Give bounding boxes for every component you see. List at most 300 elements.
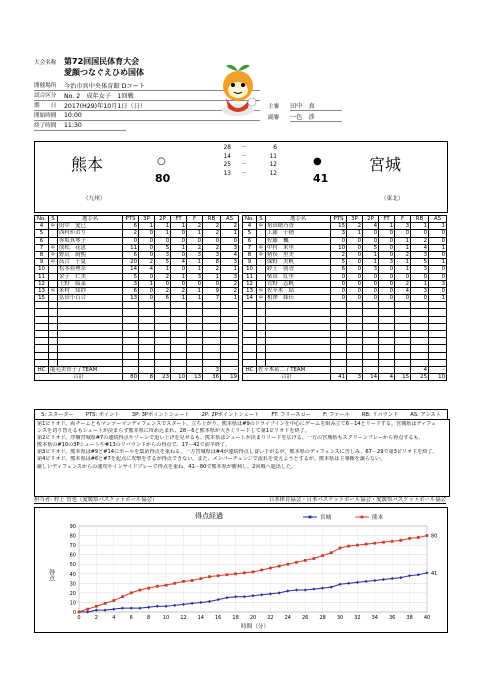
player-row	[243, 266, 447, 273]
player-no-cell: 12	[243, 280, 257, 287]
player-rb-cell: 2	[203, 223, 221, 230]
player-no-cell: 13	[243, 287, 257, 294]
player-pts-cell: 6	[123, 223, 139, 230]
player-f-cell	[187, 359, 203, 366]
x-tick-label: 24	[284, 615, 291, 621]
player-p2-cell	[363, 309, 379, 316]
data-point	[138, 607, 141, 610]
home-win-mark: ○	[157, 156, 166, 167]
coach-empty-cell	[379, 366, 395, 373]
data-point	[147, 606, 150, 609]
player-row	[243, 244, 447, 251]
player-pts-cell: 0	[331, 237, 347, 244]
player-as-cell	[221, 323, 239, 330]
player-rb-cell	[203, 359, 221, 366]
player-row	[35, 273, 239, 280]
player-pts-cell	[331, 359, 347, 366]
quarter-home-score: 25	[223, 162, 231, 169]
player-s-cell: ＊	[258, 223, 264, 230]
player-p2-cell	[155, 302, 171, 309]
player-as-cell: 1	[429, 223, 447, 230]
player-f-cell: 1	[187, 230, 203, 237]
mascot-logo	[212, 58, 264, 118]
player-row	[243, 230, 447, 237]
player-no-cell	[243, 359, 257, 366]
player-no-cell	[243, 323, 257, 330]
player-f-cell: 2	[395, 251, 411, 258]
player-rb-cell	[411, 331, 429, 338]
player-s-cell	[49, 302, 58, 309]
player-no-cell	[243, 345, 257, 352]
player-s-cell	[257, 237, 266, 244]
data-point	[286, 563, 289, 566]
player-p2-cell: 0	[363, 280, 379, 287]
player-s-cell	[49, 352, 58, 359]
player-f-cell: 3	[395, 223, 411, 230]
player-f-cell	[395, 352, 411, 359]
player-ft-cell: 1	[171, 295, 187, 302]
player-f-cell	[395, 331, 411, 338]
total-ft-cell: 10	[171, 374, 187, 381]
player-no-cell: 5	[35, 230, 49, 237]
player-f-cell: 1	[187, 295, 203, 302]
player-p2-cell: 0	[363, 295, 379, 302]
player-pts-cell: 3	[331, 230, 347, 237]
player-as-cell	[221, 345, 239, 352]
quarter-away-score: 12	[269, 162, 277, 169]
player-s-cell	[49, 273, 58, 280]
player-pts-cell: 2	[331, 251, 347, 258]
data-point	[112, 599, 115, 602]
player-ft-cell: 0	[379, 244, 395, 251]
player-name-cell	[266, 338, 331, 345]
y-tick-label: 30	[69, 581, 76, 588]
coach-name: 佐々木祐二 / TEAM	[257, 366, 331, 373]
coach-empty-cell	[395, 366, 411, 373]
player-p3-cell: 1	[139, 223, 155, 230]
data-point	[121, 607, 124, 610]
quarter-sep: －	[241, 145, 247, 151]
total-label: 合計	[35, 374, 123, 381]
player-s-cell	[257, 309, 266, 316]
stats-column-header: FT	[171, 216, 187, 223]
x-tick-label: 30	[336, 615, 344, 621]
coach-name: 龍毛美智子 / TEAM	[49, 366, 123, 373]
data-point	[78, 611, 81, 614]
player-as-cell	[429, 316, 447, 323]
data-point	[313, 557, 316, 560]
player-p3-cell: 0	[139, 244, 155, 251]
series-end-label: 41	[431, 570, 438, 577]
player-p2-cell: 0	[363, 230, 379, 237]
player-rb-cell	[411, 309, 429, 316]
player-ft-cell	[379, 323, 395, 330]
total-label: 合計	[243, 374, 331, 381]
player-p3-cell	[139, 352, 155, 359]
player-row	[243, 251, 447, 258]
player-rb-cell	[411, 302, 429, 309]
player-ft-cell: 0	[171, 251, 187, 258]
coach-label: HC	[243, 366, 257, 373]
player-f-cell: 2	[187, 223, 203, 230]
data-point	[156, 605, 159, 608]
date-label: 期 日	[34, 103, 57, 109]
player-f-cell: 2	[395, 280, 411, 287]
player-name-cell: 冨田小百合	[58, 295, 123, 302]
player-rb-cell: 0	[203, 280, 221, 287]
player-as-cell: 0	[429, 251, 447, 258]
legend-marker	[309, 516, 312, 519]
total-row	[243, 374, 447, 381]
player-as-cell: 1	[429, 295, 447, 302]
player-p2-cell	[363, 302, 379, 309]
player-s-cell	[257, 230, 266, 237]
team-as-cell: -	[429, 366, 447, 373]
away-pref: （東北）	[381, 196, 404, 202]
player-as-cell: 3	[429, 280, 447, 287]
quarter-score-row	[211, 144, 277, 153]
player-p2-cell	[363, 352, 379, 359]
player-s-cell: ＊	[50, 244, 56, 251]
player-as-cell	[429, 302, 447, 309]
player-s-cell	[257, 273, 266, 280]
x-tick-label: 8	[147, 615, 151, 621]
empty-row	[243, 338, 447, 345]
player-p2-cell: 0	[363, 237, 379, 244]
summary-line: 第4ピリオド、熊本県は#6と#7を起点に攻撃をするが得点できない。また、メンバーチェンジで流れを変えようとするが、熊本県は主導権を譲らない。	[37, 456, 386, 463]
player-p2-cell: 5	[155, 259, 171, 266]
player-rb-cell: 2	[203, 230, 221, 237]
data-point	[234, 595, 237, 598]
data-point	[321, 554, 324, 557]
empty-row	[243, 323, 447, 330]
player-p2-cell	[155, 359, 171, 366]
player-p2-cell	[155, 323, 171, 330]
stats-column-header: No.	[35, 216, 49, 223]
player-pts-cell: 11	[123, 244, 139, 251]
player-pts-cell: 5	[331, 259, 347, 266]
quarter-away-score: 12	[269, 170, 277, 177]
empty-row	[243, 316, 447, 323]
player-no-cell: 14	[243, 295, 257, 302]
y-tick-label: 10	[69, 600, 76, 607]
player-f-cell: 0	[395, 230, 411, 237]
player-pts-cell: 0	[123, 237, 139, 244]
player-p2-cell	[363, 345, 379, 352]
data-point	[130, 591, 133, 594]
player-row	[243, 223, 447, 230]
player-s-cell	[49, 323, 58, 330]
stats-header-row	[243, 216, 447, 223]
player-p3-cell	[139, 331, 155, 338]
player-ft-cell: 0	[171, 237, 187, 244]
total-p3-cell: 3	[347, 374, 363, 381]
total-pts-cell: 41	[331, 374, 347, 381]
data-point	[95, 608, 98, 611]
data-point	[391, 577, 394, 580]
footer-org: 日本体育協会・日本バスケットボール協会・愛媛県バスケットボール協会	[268, 496, 446, 503]
player-no-cell	[35, 338, 49, 345]
player-f-cell: 0	[187, 237, 203, 244]
player-name-cell: 西村かおり	[58, 230, 123, 237]
stats-column-header: 3P	[139, 216, 155, 223]
empty-row	[243, 302, 447, 309]
player-f-cell	[395, 323, 411, 330]
player-p2-cell: 1	[155, 266, 171, 273]
player-p3-cell: 0	[347, 237, 363, 244]
player-rb-cell: 4	[411, 244, 429, 251]
player-s-cell	[49, 338, 58, 345]
game-no-label: 試合区分	[34, 93, 57, 99]
player-as-cell: 0	[429, 266, 447, 273]
data-point	[373, 542, 376, 545]
player-as-cell: 1	[221, 295, 239, 302]
player-pts-cell: 20	[123, 259, 139, 266]
data-point	[147, 587, 150, 590]
player-rb-cell	[411, 352, 429, 359]
player-no-cell: 13	[35, 287, 49, 294]
player-s-cell	[257, 338, 266, 345]
player-name-cell: 猪俣 里美	[266, 251, 331, 258]
player-ft-cell: 0	[379, 295, 395, 302]
player-f-cell: 1	[395, 266, 411, 273]
total-ft-cell: 4	[379, 374, 395, 381]
stats-column-header: S	[257, 216, 266, 223]
coach-empty-cell	[187, 366, 203, 373]
data-point	[199, 577, 202, 580]
player-rb-cell: 3	[411, 266, 429, 273]
player-ft-cell: 0	[379, 266, 395, 273]
player-ft-cell: 1	[171, 273, 187, 280]
player-as-cell	[221, 352, 239, 359]
player-rb-cell: 3	[203, 251, 221, 258]
data-point	[399, 576, 402, 579]
player-as-cell: 4	[221, 251, 239, 258]
data-point	[95, 605, 98, 608]
player-pts-cell	[123, 338, 139, 345]
end-row	[34, 120, 126, 131]
player-p2-cell	[155, 331, 171, 338]
player-f-cell: 0	[187, 280, 203, 287]
player-rb-cell	[203, 316, 221, 323]
quarter-sep: －	[241, 170, 247, 177]
player-f-cell: 1	[187, 287, 203, 294]
player-no-cell: 8	[35, 251, 49, 258]
player-rb-cell: 3	[411, 251, 429, 258]
player-name-cell: 上野 綾菜	[58, 280, 123, 287]
coach-empty-cell	[347, 366, 363, 373]
player-p2-cell	[363, 359, 379, 366]
player-p2-cell	[363, 316, 379, 323]
data-point	[304, 588, 307, 591]
team-as-cell: -	[221, 366, 239, 373]
data-point	[173, 582, 176, 585]
player-p2-cell: 0	[155, 237, 171, 244]
player-p2-cell: 2	[155, 287, 171, 294]
player-row	[243, 273, 447, 280]
empty-row	[243, 352, 447, 359]
data-point	[104, 602, 107, 605]
data-point	[417, 536, 420, 539]
total-row	[35, 374, 239, 381]
player-rb-cell: 1	[411, 280, 429, 287]
player-p3-cell	[347, 345, 363, 352]
score-box	[34, 141, 448, 213]
data-point	[312, 587, 315, 590]
player-pts-cell	[123, 316, 139, 323]
player-pts-cell	[123, 302, 139, 309]
player-pts-cell	[331, 352, 347, 359]
x-tick-label: 4	[112, 615, 116, 621]
stats-column-header: F	[395, 216, 411, 223]
total-rb-cell: 36	[203, 374, 221, 381]
player-no-cell: 8	[243, 251, 257, 258]
coach-row	[243, 366, 447, 373]
player-s-cell	[257, 331, 266, 338]
start-time: 10:00	[64, 111, 82, 119]
start-label: 開始時間	[34, 113, 57, 119]
player-p3-cell: 0	[347, 287, 363, 294]
quarter-away-score: 11	[269, 153, 277, 160]
chart-frame	[34, 507, 448, 633]
home-team-name: 熊本	[71, 155, 104, 174]
team-rb-cell: 4	[411, 366, 429, 373]
player-rb-cell: 0	[411, 295, 429, 302]
player-f-cell: 2	[187, 244, 203, 251]
player-pts-cell: 14	[123, 266, 139, 273]
empty-row	[35, 352, 239, 359]
player-f-cell	[187, 352, 203, 359]
player-name-cell: 高合 千夏	[58, 259, 123, 266]
player-p3-cell	[347, 338, 363, 345]
player-no-cell: 6	[243, 237, 257, 244]
player-name-cell	[266, 316, 331, 323]
player-f-cell	[395, 338, 411, 345]
player-s-cell: ＊	[50, 259, 56, 266]
player-no-cell	[243, 331, 257, 338]
player-s-cell	[49, 331, 58, 338]
x-tick-label: 12	[180, 615, 187, 621]
x-tick-label: 38	[406, 615, 413, 621]
player-f-cell	[187, 309, 203, 316]
player-p3-cell	[347, 316, 363, 323]
player-pts-cell	[331, 338, 347, 345]
player-row	[35, 237, 239, 244]
away-total-score: 41	[313, 172, 329, 185]
data-point	[156, 585, 159, 588]
player-ft-cell: 0	[379, 273, 395, 280]
player-s-cell	[257, 302, 266, 309]
referee-sub: 一色 渉	[290, 112, 342, 122]
player-as-cell: 2	[221, 287, 239, 294]
player-rb-cell	[411, 323, 429, 330]
player-pts-cell	[331, 345, 347, 352]
quarter-sep: －	[241, 153, 247, 160]
player-pts-cell: 6	[123, 251, 139, 258]
chart-title: 得点経過	[195, 512, 223, 520]
data-point	[226, 573, 229, 576]
player-f-cell: 0	[395, 295, 411, 302]
player-as-cell	[221, 309, 239, 316]
player-as-cell	[221, 302, 239, 309]
quarter-scores	[211, 144, 283, 178]
stats-column-header: F	[187, 216, 203, 223]
data-point	[234, 572, 237, 575]
player-rb-cell	[203, 345, 221, 352]
player-rb-cell: 1	[411, 223, 429, 230]
summary-line: 第1ピリオド、両チームともマンツーマンディフェンスでスタート。立ち上がり、熊本県は#9のドライブインを中心にゲームを組み立て6－14とリードする。宮城県はディフェ	[37, 421, 437, 427]
data-point	[382, 541, 385, 544]
player-rb-cell: 2	[203, 244, 221, 251]
player-name-cell: 米村 知紗	[58, 287, 123, 294]
player-name-cell: 野尻 絢熙	[58, 251, 123, 258]
data-point	[217, 574, 220, 577]
game-summary	[34, 419, 450, 497]
player-name-cell	[58, 359, 123, 366]
total-rb-cell: 25	[411, 374, 429, 381]
player-rb-cell: 2	[411, 237, 429, 244]
data-point	[121, 595, 124, 598]
player-f-cell	[187, 338, 203, 345]
player-as-cell: 1	[429, 244, 447, 251]
player-p2-cell: 5	[155, 244, 171, 251]
player-as-cell	[221, 316, 239, 323]
data-point	[321, 587, 324, 590]
y-tick-label: 60	[69, 552, 76, 559]
player-s-cell: ＊	[258, 244, 264, 251]
player-as-cell: 2	[221, 280, 239, 287]
player-f-cell: 3	[187, 251, 203, 258]
player-name-cell	[266, 352, 331, 359]
player-p3-cell	[347, 309, 363, 316]
player-p2-cell	[155, 309, 171, 316]
data-point	[339, 547, 342, 550]
player-name-cell: 相澤 妹佳	[266, 295, 331, 302]
player-s-cell	[49, 316, 58, 323]
data-point	[208, 575, 211, 578]
player-p3-cell: 2	[139, 259, 155, 266]
coach-empty-cell	[171, 366, 187, 373]
player-f-cell	[187, 331, 203, 338]
player-name-cell: 柴田 紅里	[266, 273, 331, 280]
game-no: No. 2 成年女子 1回戦	[64, 92, 134, 100]
legend-item: AS: アシスト	[410, 412, 441, 418]
legend-marker	[361, 516, 364, 519]
coach-empty-cell	[331, 366, 347, 373]
player-no-cell: 7	[35, 244, 49, 251]
player-ft-cell: 3	[379, 259, 395, 266]
end-time: 11:30	[64, 121, 82, 129]
x-tick-label: 2	[94, 615, 98, 621]
player-ft-cell: 2	[171, 287, 187, 294]
player-name-cell: 保野 美帆	[266, 259, 331, 266]
player-f-cell: 0	[395, 273, 411, 280]
player-rb-cell	[411, 316, 429, 323]
player-p2-cell: 4	[363, 223, 379, 230]
player-f-cell	[395, 309, 411, 316]
total-pts-cell: 80	[123, 374, 139, 381]
player-as-cell	[429, 338, 447, 345]
player-p3-cell	[139, 316, 155, 323]
player-ft-cell: 0	[379, 230, 395, 237]
empty-row	[243, 309, 447, 316]
data-point	[86, 610, 89, 613]
player-p2-cell: 0	[363, 273, 379, 280]
empty-row	[243, 359, 447, 366]
player-as-cell: 1	[221, 266, 239, 273]
x-tick-label: 34	[371, 615, 378, 621]
data-point	[182, 603, 185, 606]
